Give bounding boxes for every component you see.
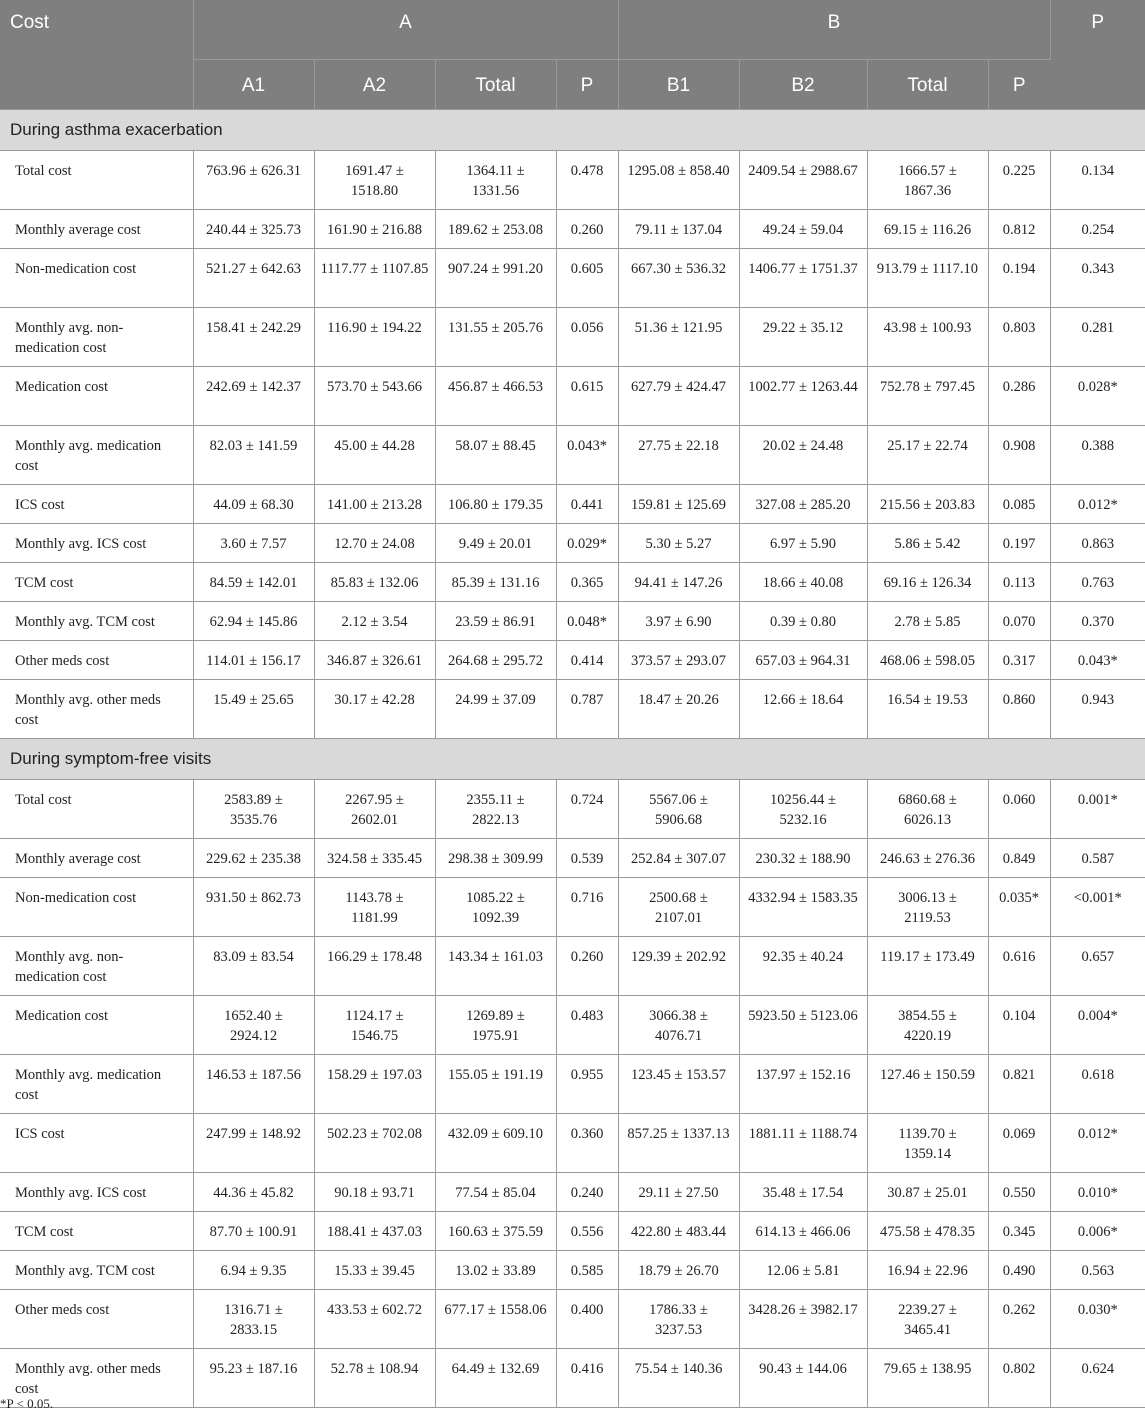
row-label: Monthly avg. medication cost bbox=[0, 1055, 193, 1114]
header-cost: Cost bbox=[0, 0, 193, 110]
table-cell: 16.54 ± 19.53 bbox=[867, 680, 988, 739]
table-cell: 2267.95 ± 2602.01 bbox=[314, 780, 435, 839]
table-cell: 0.113 bbox=[988, 563, 1050, 602]
row-label: Monthly avg. TCM cost bbox=[0, 602, 193, 641]
row-label: Monthly avg. other meds cost bbox=[0, 1349, 193, 1408]
table-row bbox=[0, 563, 1145, 602]
table-cell: 52.78 ± 108.94 bbox=[314, 1349, 435, 1408]
table-cell: 83.09 ± 83.54 bbox=[193, 937, 314, 996]
table-row bbox=[0, 1055, 1145, 1114]
table-cell: 215.56 ± 203.83 bbox=[867, 485, 988, 524]
table-cell: 1881.11 ± 1188.74 bbox=[739, 1114, 867, 1173]
table-cell: 69.15 ± 116.26 bbox=[867, 210, 988, 249]
table-cell: 0.365 bbox=[556, 563, 618, 602]
header-a-p: P bbox=[556, 60, 618, 110]
table-cell: 0.056 bbox=[556, 308, 618, 367]
table-row bbox=[0, 485, 1145, 524]
row-label: Non-medication cost bbox=[0, 878, 193, 937]
table-cell: 1002.77 ± 1263.44 bbox=[739, 367, 867, 426]
table-cell: 35.48 ± 17.54 bbox=[739, 1173, 867, 1212]
table-cell: 0.618 bbox=[1050, 1055, 1145, 1114]
table-cell: 0.028* bbox=[1050, 367, 1145, 426]
table-cell: 0.615 bbox=[556, 367, 618, 426]
table-row bbox=[0, 1251, 1145, 1290]
table-cell: 264.68 ± 295.72 bbox=[435, 641, 556, 680]
table-cell: 0.360 bbox=[556, 1114, 618, 1173]
table-cell: 0.370 bbox=[1050, 602, 1145, 641]
row-label: Total cost bbox=[0, 151, 193, 210]
row-label: Total cost bbox=[0, 780, 193, 839]
table-cell: 3.60 ± 7.57 bbox=[193, 524, 314, 563]
row-label: Medication cost bbox=[0, 996, 193, 1055]
table-cell: 94.41 ± 147.26 bbox=[618, 563, 739, 602]
table-cell: 1269.89 ± 1975.91 bbox=[435, 996, 556, 1055]
table-cell: 0.006* bbox=[1050, 1212, 1145, 1251]
table-cell: 0.388 bbox=[1050, 426, 1145, 485]
table-cell: 9.49 ± 20.01 bbox=[435, 524, 556, 563]
table-cell: 13.02 ± 33.89 bbox=[435, 1251, 556, 1290]
table-cell: 0.414 bbox=[556, 641, 618, 680]
table-cell: 346.87 ± 326.61 bbox=[314, 641, 435, 680]
table-row bbox=[0, 426, 1145, 485]
table-cell: 79.11 ± 137.04 bbox=[618, 210, 739, 249]
header-b2: B2 bbox=[739, 60, 867, 110]
header-row-groups bbox=[0, 0, 1145, 60]
table-cell: 20.02 ± 24.48 bbox=[739, 426, 867, 485]
row-label: ICS cost bbox=[0, 485, 193, 524]
table-cell: 373.57 ± 293.07 bbox=[618, 641, 739, 680]
table-cell: 18.79 ± 26.70 bbox=[618, 1251, 739, 1290]
table-cell: 0.943 bbox=[1050, 680, 1145, 739]
table-row bbox=[0, 878, 1145, 937]
table-cell: 6.97 ± 5.90 bbox=[739, 524, 867, 563]
header-group-a: A bbox=[193, 0, 618, 60]
table-cell: 15.49 ± 25.65 bbox=[193, 680, 314, 739]
table-cell: 29.11 ± 27.50 bbox=[618, 1173, 739, 1212]
table-cell: 92.35 ± 40.24 bbox=[739, 937, 867, 996]
table-cell: 0.004* bbox=[1050, 996, 1145, 1055]
table-cell: 0.716 bbox=[556, 878, 618, 937]
table-cell: 16.94 ± 22.96 bbox=[867, 1251, 988, 1290]
table-cell: 913.79 ± 1117.10 bbox=[867, 249, 988, 308]
table-cell: 10256.44 ± 5232.16 bbox=[739, 780, 867, 839]
table-cell: 0.821 bbox=[988, 1055, 1050, 1114]
table-cell: 1652.40 ± 2924.12 bbox=[193, 996, 314, 1055]
table-cell: 146.53 ± 187.56 bbox=[193, 1055, 314, 1114]
table-cell: 0.260 bbox=[556, 937, 618, 996]
header-b-total: Total bbox=[867, 60, 988, 110]
table-cell: 119.17 ± 173.49 bbox=[867, 937, 988, 996]
table-cell: 456.87 ± 466.53 bbox=[435, 367, 556, 426]
table-cell: 2409.54 ± 2988.67 bbox=[739, 151, 867, 210]
table-cell: 77.54 ± 85.04 bbox=[435, 1173, 556, 1212]
table-cell: 64.49 ± 132.69 bbox=[435, 1349, 556, 1408]
table-cell: 43.98 ± 100.93 bbox=[867, 308, 988, 367]
table-cell: 0.345 bbox=[988, 1212, 1050, 1251]
table-cell: 127.46 ± 150.59 bbox=[867, 1055, 988, 1114]
table-cell: 0.197 bbox=[988, 524, 1050, 563]
table-cell: 0.104 bbox=[988, 996, 1050, 1055]
table-cell: 5923.50 ± 5123.06 bbox=[739, 996, 867, 1055]
table-cell: 85.83 ± 132.06 bbox=[314, 563, 435, 602]
table-cell: 166.29 ± 178.48 bbox=[314, 937, 435, 996]
table-cell: 90.18 ± 93.71 bbox=[314, 1173, 435, 1212]
row-label: Monthly avg. ICS cost bbox=[0, 524, 193, 563]
table-cell: 85.39 ± 131.16 bbox=[435, 563, 556, 602]
table-row bbox=[0, 151, 1145, 210]
table-cell: 1085.22 ± 1092.39 bbox=[435, 878, 556, 937]
table-cell: 0.001* bbox=[1050, 780, 1145, 839]
table-row bbox=[0, 839, 1145, 878]
table-cell: 240.44 ± 325.73 bbox=[193, 210, 314, 249]
table-cell: 0.483 bbox=[556, 996, 618, 1055]
table-cell: 51.36 ± 121.95 bbox=[618, 308, 739, 367]
row-label: Medication cost bbox=[0, 367, 193, 426]
row-label: Non-medication cost bbox=[0, 249, 193, 308]
table-cell: 6860.68 ± 6026.13 bbox=[867, 780, 988, 839]
table-row bbox=[0, 937, 1145, 996]
table-row bbox=[0, 1290, 1145, 1349]
header-group-b: B bbox=[618, 0, 1050, 60]
table-row bbox=[0, 1114, 1145, 1173]
header-a-total: Total bbox=[435, 60, 556, 110]
table-cell: 3.97 ± 6.90 bbox=[618, 602, 739, 641]
table-cell: 189.62 ± 253.08 bbox=[435, 210, 556, 249]
table-cell: 30.87 ± 25.01 bbox=[867, 1173, 988, 1212]
table-cell: 0.539 bbox=[556, 839, 618, 878]
row-label: Monthly avg. non-medication cost bbox=[0, 937, 193, 996]
table-cell: 0.587 bbox=[1050, 839, 1145, 878]
table-cell: 0.624 bbox=[1050, 1349, 1145, 1408]
header-a1: A1 bbox=[193, 60, 314, 110]
table-cell: 0.134 bbox=[1050, 151, 1145, 210]
table-cell: 931.50 ± 862.73 bbox=[193, 878, 314, 937]
table-cell: 627.79 ± 424.47 bbox=[618, 367, 739, 426]
table-cell: 0.563 bbox=[1050, 1251, 1145, 1290]
table-cell: 0.616 bbox=[988, 937, 1050, 996]
table-cell: 12.66 ± 18.64 bbox=[739, 680, 867, 739]
table-cell: 1295.08 ± 858.40 bbox=[618, 151, 739, 210]
table-cell: 45.00 ± 44.28 bbox=[314, 426, 435, 485]
table-cell: 5.30 ± 5.27 bbox=[618, 524, 739, 563]
table-cell: 246.63 ± 276.36 bbox=[867, 839, 988, 878]
table-cell: 0.416 bbox=[556, 1349, 618, 1408]
row-label: Monthly average cost bbox=[0, 839, 193, 878]
header-b-p: P bbox=[988, 60, 1050, 110]
row-label: Monthly avg. non-medication cost bbox=[0, 308, 193, 367]
table-cell: 252.84 ± 307.07 bbox=[618, 839, 739, 878]
table-cell: 5.86 ± 5.42 bbox=[867, 524, 988, 563]
table-cell: 114.01 ± 156.17 bbox=[193, 641, 314, 680]
table-cell: 2355.11 ± 2822.13 bbox=[435, 780, 556, 839]
header-p: P bbox=[1050, 0, 1145, 110]
row-label: Monthly avg. medication cost bbox=[0, 426, 193, 485]
table-body bbox=[0, 110, 1145, 1408]
table-cell: 0.812 bbox=[988, 210, 1050, 249]
table-cell: <0.001* bbox=[1050, 878, 1145, 937]
table-cell: 667.30 ± 536.32 bbox=[618, 249, 739, 308]
table-cell: 3854.55 ± 4220.19 bbox=[867, 996, 988, 1055]
table-cell: 0.605 bbox=[556, 249, 618, 308]
table-cell: 12.06 ± 5.81 bbox=[739, 1251, 867, 1290]
table-row bbox=[0, 1173, 1145, 1212]
table-cell: 1143.78 ± 1181.99 bbox=[314, 878, 435, 937]
table-cell: 15.33 ± 39.45 bbox=[314, 1251, 435, 1290]
table-cell: 3006.13 ± 2119.53 bbox=[867, 878, 988, 937]
table-cell: 247.99 ± 148.92 bbox=[193, 1114, 314, 1173]
table-cell: 49.24 ± 59.04 bbox=[739, 210, 867, 249]
table-cell: 137.97 ± 152.16 bbox=[739, 1055, 867, 1114]
table-row bbox=[0, 524, 1145, 563]
table-cell: 0.043* bbox=[556, 426, 618, 485]
table-cell: 116.90 ± 194.22 bbox=[314, 308, 435, 367]
row-label: Monthly avg. other meds cost bbox=[0, 680, 193, 739]
table-cell: 433.53 ± 602.72 bbox=[314, 1290, 435, 1349]
table-cell: 614.13 ± 466.06 bbox=[739, 1212, 867, 1251]
table-cell: 0.849 bbox=[988, 839, 1050, 878]
table-cell: 158.29 ± 197.03 bbox=[314, 1055, 435, 1114]
table-cell: 0.030* bbox=[1050, 1290, 1145, 1349]
table-cell: 58.07 ± 88.45 bbox=[435, 426, 556, 485]
table-cell: 0.478 bbox=[556, 151, 618, 210]
section-row bbox=[0, 739, 1145, 780]
table-cell: 106.80 ± 179.35 bbox=[435, 485, 556, 524]
table-row bbox=[0, 249, 1145, 308]
table-cell: 907.24 ± 991.20 bbox=[435, 249, 556, 308]
table-cell: 5567.06 ± 5906.68 bbox=[618, 780, 739, 839]
table-cell: 188.41 ± 437.03 bbox=[314, 1212, 435, 1251]
table-cell: 24.99 ± 37.09 bbox=[435, 680, 556, 739]
table-cell: 432.09 ± 609.10 bbox=[435, 1114, 556, 1173]
table-cell: 0.060 bbox=[988, 780, 1050, 839]
table-row bbox=[0, 1349, 1145, 1408]
table-cell: 502.23 ± 702.08 bbox=[314, 1114, 435, 1173]
table-cell: 0.010* bbox=[1050, 1173, 1145, 1212]
table-cell: 1364.11 ± 1331.56 bbox=[435, 151, 556, 210]
table-cell: 30.17 ± 42.28 bbox=[314, 680, 435, 739]
table-cell: 0.281 bbox=[1050, 308, 1145, 367]
footnote: *P < 0.05. bbox=[0, 1396, 54, 1411]
table-row bbox=[0, 1212, 1145, 1251]
table-cell: 161.90 ± 216.88 bbox=[314, 210, 435, 249]
row-label: Other meds cost bbox=[0, 1290, 193, 1349]
table-cell: 0.317 bbox=[988, 641, 1050, 680]
table-cell: 131.55 ± 205.76 bbox=[435, 308, 556, 367]
table-cell: 82.03 ± 141.59 bbox=[193, 426, 314, 485]
table-cell: 0.012* bbox=[1050, 485, 1145, 524]
table-cell: 2500.68 ± 2107.01 bbox=[618, 878, 739, 937]
table-cell: 468.06 ± 598.05 bbox=[867, 641, 988, 680]
table-cell: 12.70 ± 24.08 bbox=[314, 524, 435, 563]
table-cell: 0.803 bbox=[988, 308, 1050, 367]
row-label: TCM cost bbox=[0, 563, 193, 602]
row-label: Monthly avg. ICS cost bbox=[0, 1173, 193, 1212]
table-cell: 1124.17 ± 1546.75 bbox=[314, 996, 435, 1055]
section-title: During asthma exacerbation bbox=[0, 110, 1145, 151]
table-cell: 324.58 ± 335.45 bbox=[314, 839, 435, 878]
table-cell: 123.45 ± 153.57 bbox=[618, 1055, 739, 1114]
table-cell: 84.59 ± 142.01 bbox=[193, 563, 314, 602]
table-cell: 0.029* bbox=[556, 524, 618, 563]
table-cell: 3428.26 ± 3982.17 bbox=[739, 1290, 867, 1349]
table-cell: 1691.47 ± 1518.80 bbox=[314, 151, 435, 210]
table-cell: 141.00 ± 213.28 bbox=[314, 485, 435, 524]
table-cell: 0.863 bbox=[1050, 524, 1145, 563]
table-cell: 160.63 ± 375.59 bbox=[435, 1212, 556, 1251]
table-cell: 0.254 bbox=[1050, 210, 1145, 249]
table-cell: 2.78 ± 5.85 bbox=[867, 602, 988, 641]
table-cell: 2239.27 ± 3465.41 bbox=[867, 1290, 988, 1349]
table-cell: 0.556 bbox=[556, 1212, 618, 1251]
table-cell: 242.69 ± 142.37 bbox=[193, 367, 314, 426]
table-row bbox=[0, 680, 1145, 739]
table-cell: 90.43 ± 144.06 bbox=[739, 1349, 867, 1408]
table-cell: 25.17 ± 22.74 bbox=[867, 426, 988, 485]
table-cell: 0.343 bbox=[1050, 249, 1145, 308]
table-cell: 155.05 ± 191.19 bbox=[435, 1055, 556, 1114]
table-cell: 4332.94 ± 1583.35 bbox=[739, 878, 867, 937]
section-title: During symptom-free visits bbox=[0, 739, 1145, 780]
table-cell: 87.70 ± 100.91 bbox=[193, 1212, 314, 1251]
table-cell: 0.490 bbox=[988, 1251, 1050, 1290]
table-row bbox=[0, 367, 1145, 426]
table-cell: 6.94 ± 9.35 bbox=[193, 1251, 314, 1290]
table-cell: 0.048* bbox=[556, 602, 618, 641]
table-cell: 475.58 ± 478.35 bbox=[867, 1212, 988, 1251]
table-cell: 29.22 ± 35.12 bbox=[739, 308, 867, 367]
table-cell: 1316.71 ± 2833.15 bbox=[193, 1290, 314, 1349]
table-cell: 95.23 ± 187.16 bbox=[193, 1349, 314, 1408]
table-cell: 143.34 ± 161.03 bbox=[435, 937, 556, 996]
table-cell: 0.550 bbox=[988, 1173, 1050, 1212]
table-cell: 79.65 ± 138.95 bbox=[867, 1349, 988, 1408]
table-cell: 0.225 bbox=[988, 151, 1050, 210]
table-cell: 657.03 ± 964.31 bbox=[739, 641, 867, 680]
table-cell: 2.12 ± 3.54 bbox=[314, 602, 435, 641]
table-cell: 0.012* bbox=[1050, 1114, 1145, 1173]
table-cell: 0.286 bbox=[988, 367, 1050, 426]
header-b1: B1 bbox=[618, 60, 739, 110]
table-cell: 158.41 ± 242.29 bbox=[193, 308, 314, 367]
table-cell: 44.36 ± 45.82 bbox=[193, 1173, 314, 1212]
table-cell: 0.240 bbox=[556, 1173, 618, 1212]
table-cell: 0.585 bbox=[556, 1251, 618, 1290]
table-cell: 1117.77 ± 1107.85 bbox=[314, 249, 435, 308]
table-cell: 0.194 bbox=[988, 249, 1050, 308]
table-row bbox=[0, 996, 1145, 1055]
table-cell: 0.39 ± 0.80 bbox=[739, 602, 867, 641]
table-cell: 0.657 bbox=[1050, 937, 1145, 996]
table-cell: 0.260 bbox=[556, 210, 618, 249]
table-cell: 62.94 ± 145.86 bbox=[193, 602, 314, 641]
table-cell: 69.16 ± 126.34 bbox=[867, 563, 988, 602]
table-row bbox=[0, 602, 1145, 641]
header-a2: A2 bbox=[314, 60, 435, 110]
table-cell: 159.81 ± 125.69 bbox=[618, 485, 739, 524]
table-cell: 0.262 bbox=[988, 1290, 1050, 1349]
table-cell: 0.802 bbox=[988, 1349, 1050, 1408]
row-label: Other meds cost bbox=[0, 641, 193, 680]
table-cell: 0.763 bbox=[1050, 563, 1145, 602]
table-header bbox=[0, 0, 1145, 110]
table-cell: 573.70 ± 543.66 bbox=[314, 367, 435, 426]
table-cell: 3066.38 ± 4076.71 bbox=[618, 996, 739, 1055]
table-row bbox=[0, 210, 1145, 249]
table-cell: 1786.33 ± 3237.53 bbox=[618, 1290, 739, 1349]
table-cell: 1666.57 ± 1867.36 bbox=[867, 151, 988, 210]
table-cell: 1139.70 ± 1359.14 bbox=[867, 1114, 988, 1173]
table-cell: 752.78 ± 797.45 bbox=[867, 367, 988, 426]
table-cell: 0.908 bbox=[988, 426, 1050, 485]
table-row bbox=[0, 780, 1145, 839]
table-cell: 0.724 bbox=[556, 780, 618, 839]
table-cell: 23.59 ± 86.91 bbox=[435, 602, 556, 641]
table-cell: 677.17 ± 1558.06 bbox=[435, 1290, 556, 1349]
table-cell: 422.80 ± 483.44 bbox=[618, 1212, 739, 1251]
table-row bbox=[0, 641, 1145, 680]
table-cell: 18.66 ± 40.08 bbox=[739, 563, 867, 602]
table-cell: 0.787 bbox=[556, 680, 618, 739]
table-cell: 2583.89 ± 3535.76 bbox=[193, 780, 314, 839]
table-cell: 327.08 ± 285.20 bbox=[739, 485, 867, 524]
row-label: Monthly average cost bbox=[0, 210, 193, 249]
table-row bbox=[0, 308, 1145, 367]
table-cell: 0.400 bbox=[556, 1290, 618, 1349]
table-cell: 0.043* bbox=[1050, 641, 1145, 680]
table-cell: 27.75 ± 22.18 bbox=[618, 426, 739, 485]
table-cell: 1406.77 ± 1751.37 bbox=[739, 249, 867, 308]
table-cell: 0.441 bbox=[556, 485, 618, 524]
section-row bbox=[0, 110, 1145, 151]
table-cell: 0.860 bbox=[988, 680, 1050, 739]
table-cell: 75.54 ± 140.36 bbox=[618, 1349, 739, 1408]
row-label: Monthly avg. TCM cost bbox=[0, 1251, 193, 1290]
table-cell: 298.38 ± 309.99 bbox=[435, 839, 556, 878]
table-cell: 857.25 ± 1337.13 bbox=[618, 1114, 739, 1173]
table-cell: 129.39 ± 202.92 bbox=[618, 937, 739, 996]
row-label: ICS cost bbox=[0, 1114, 193, 1173]
table-cell: 0.085 bbox=[988, 485, 1050, 524]
table-cell: 0.069 bbox=[988, 1114, 1050, 1173]
table-cell: 44.09 ± 68.30 bbox=[193, 485, 314, 524]
table-cell: 230.32 ± 188.90 bbox=[739, 839, 867, 878]
table-cell: 0.070 bbox=[988, 602, 1050, 641]
table-cell: 0.035* bbox=[988, 878, 1050, 937]
table-cell: 229.62 ± 235.38 bbox=[193, 839, 314, 878]
table-cell: 0.955 bbox=[556, 1055, 618, 1114]
row-label: TCM cost bbox=[0, 1212, 193, 1251]
table-cell: 521.27 ± 642.63 bbox=[193, 249, 314, 308]
table-cell: 763.96 ± 626.31 bbox=[193, 151, 314, 210]
table-cell: 18.47 ± 20.26 bbox=[618, 680, 739, 739]
